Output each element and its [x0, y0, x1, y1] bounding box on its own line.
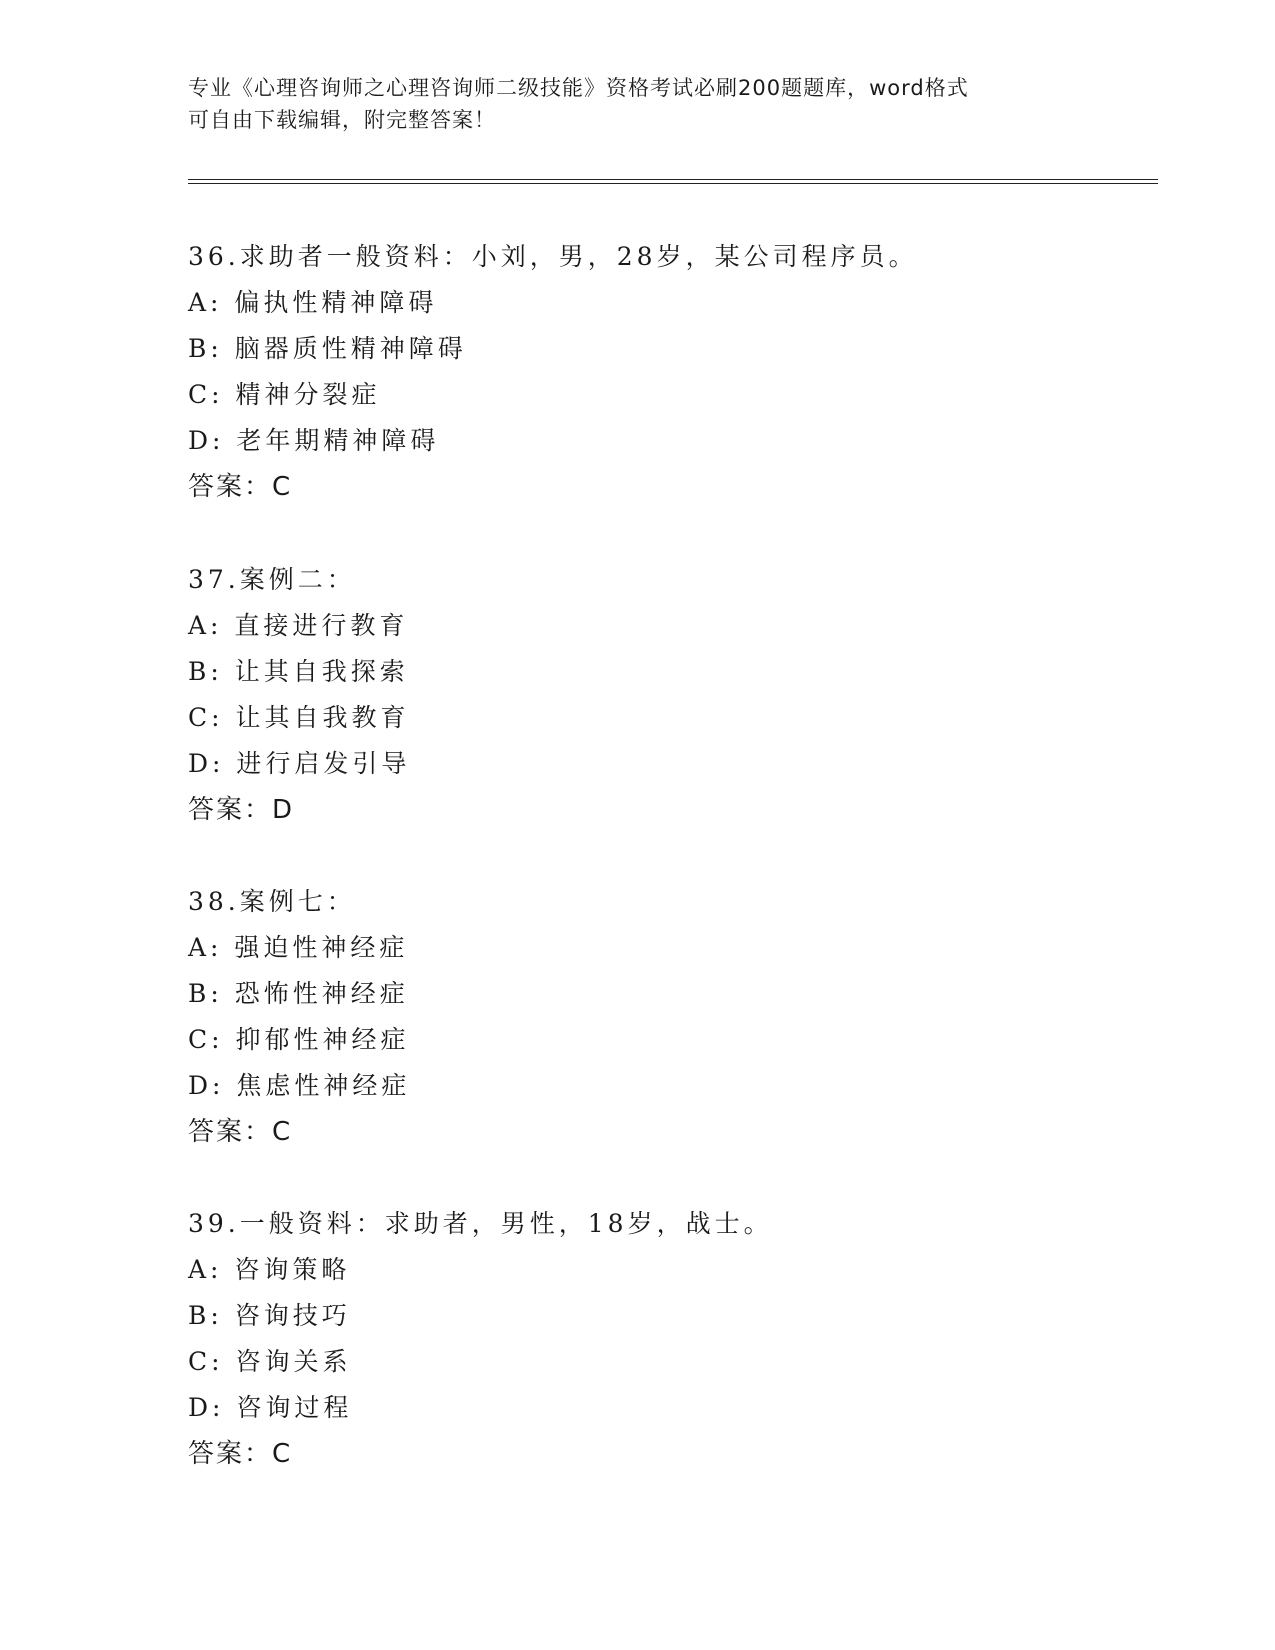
option-a: A: 偏执性精神障碍	[188, 288, 438, 317]
option-d: D: 进行启发引导	[188, 749, 411, 778]
header-divider-bottom	[188, 183, 1158, 184]
document-header	[188, 72, 1088, 136]
question-36	[188, 234, 1148, 510]
header-divider-top	[188, 179, 1158, 180]
option-b: B: 恐怖性神经症	[188, 979, 409, 1008]
option-c: C: 让其自我教育	[188, 703, 410, 732]
option-a: A: 咨询策略	[188, 1255, 351, 1284]
option-d: D: 咨询过程	[188, 1393, 353, 1422]
option-c: C: 抑郁性神经症	[188, 1025, 410, 1054]
answer: 答案：D	[188, 795, 295, 825]
option-b: B: 让其自我探索	[188, 657, 409, 686]
option-a: A: 直接进行教育	[188, 611, 409, 640]
question-stem: 38.案例七：	[188, 887, 356, 916]
header-line-2: 可自由下载编辑，附完整答案！	[188, 108, 496, 132]
option-c: C: 精神分裂症	[188, 380, 381, 409]
question-stem: 37.案例二：	[188, 565, 356, 594]
option-d: D: 老年期精神障碍	[188, 426, 440, 455]
answer: 答案：C	[188, 472, 293, 502]
question-39	[188, 1201, 1148, 1477]
option-b: B: 脑器质性精神障碍	[188, 334, 467, 363]
header-line-1: 专业《心理咨询师之心理咨询师二级技能》资格考试必刷200题题库，word格式	[188, 76, 969, 100]
option-b: B: 咨询技巧	[188, 1301, 351, 1330]
answer: 答案：C	[188, 1439, 293, 1469]
question-stem: 39.一般资料：求助者，男性，18岁，战士。	[188, 1209, 773, 1238]
answer: 答案：C	[188, 1117, 293, 1147]
question-stem: 36.求助者一般资料：小刘，男，28岁，某公司程序员。	[188, 242, 918, 271]
question-38	[188, 879, 1148, 1155]
option-c: C: 咨询关系	[188, 1347, 352, 1376]
option-d: D: 焦虑性神经症	[188, 1071, 411, 1100]
option-a: A: 强迫性神经症	[188, 933, 409, 962]
question-37	[188, 557, 1148, 833]
